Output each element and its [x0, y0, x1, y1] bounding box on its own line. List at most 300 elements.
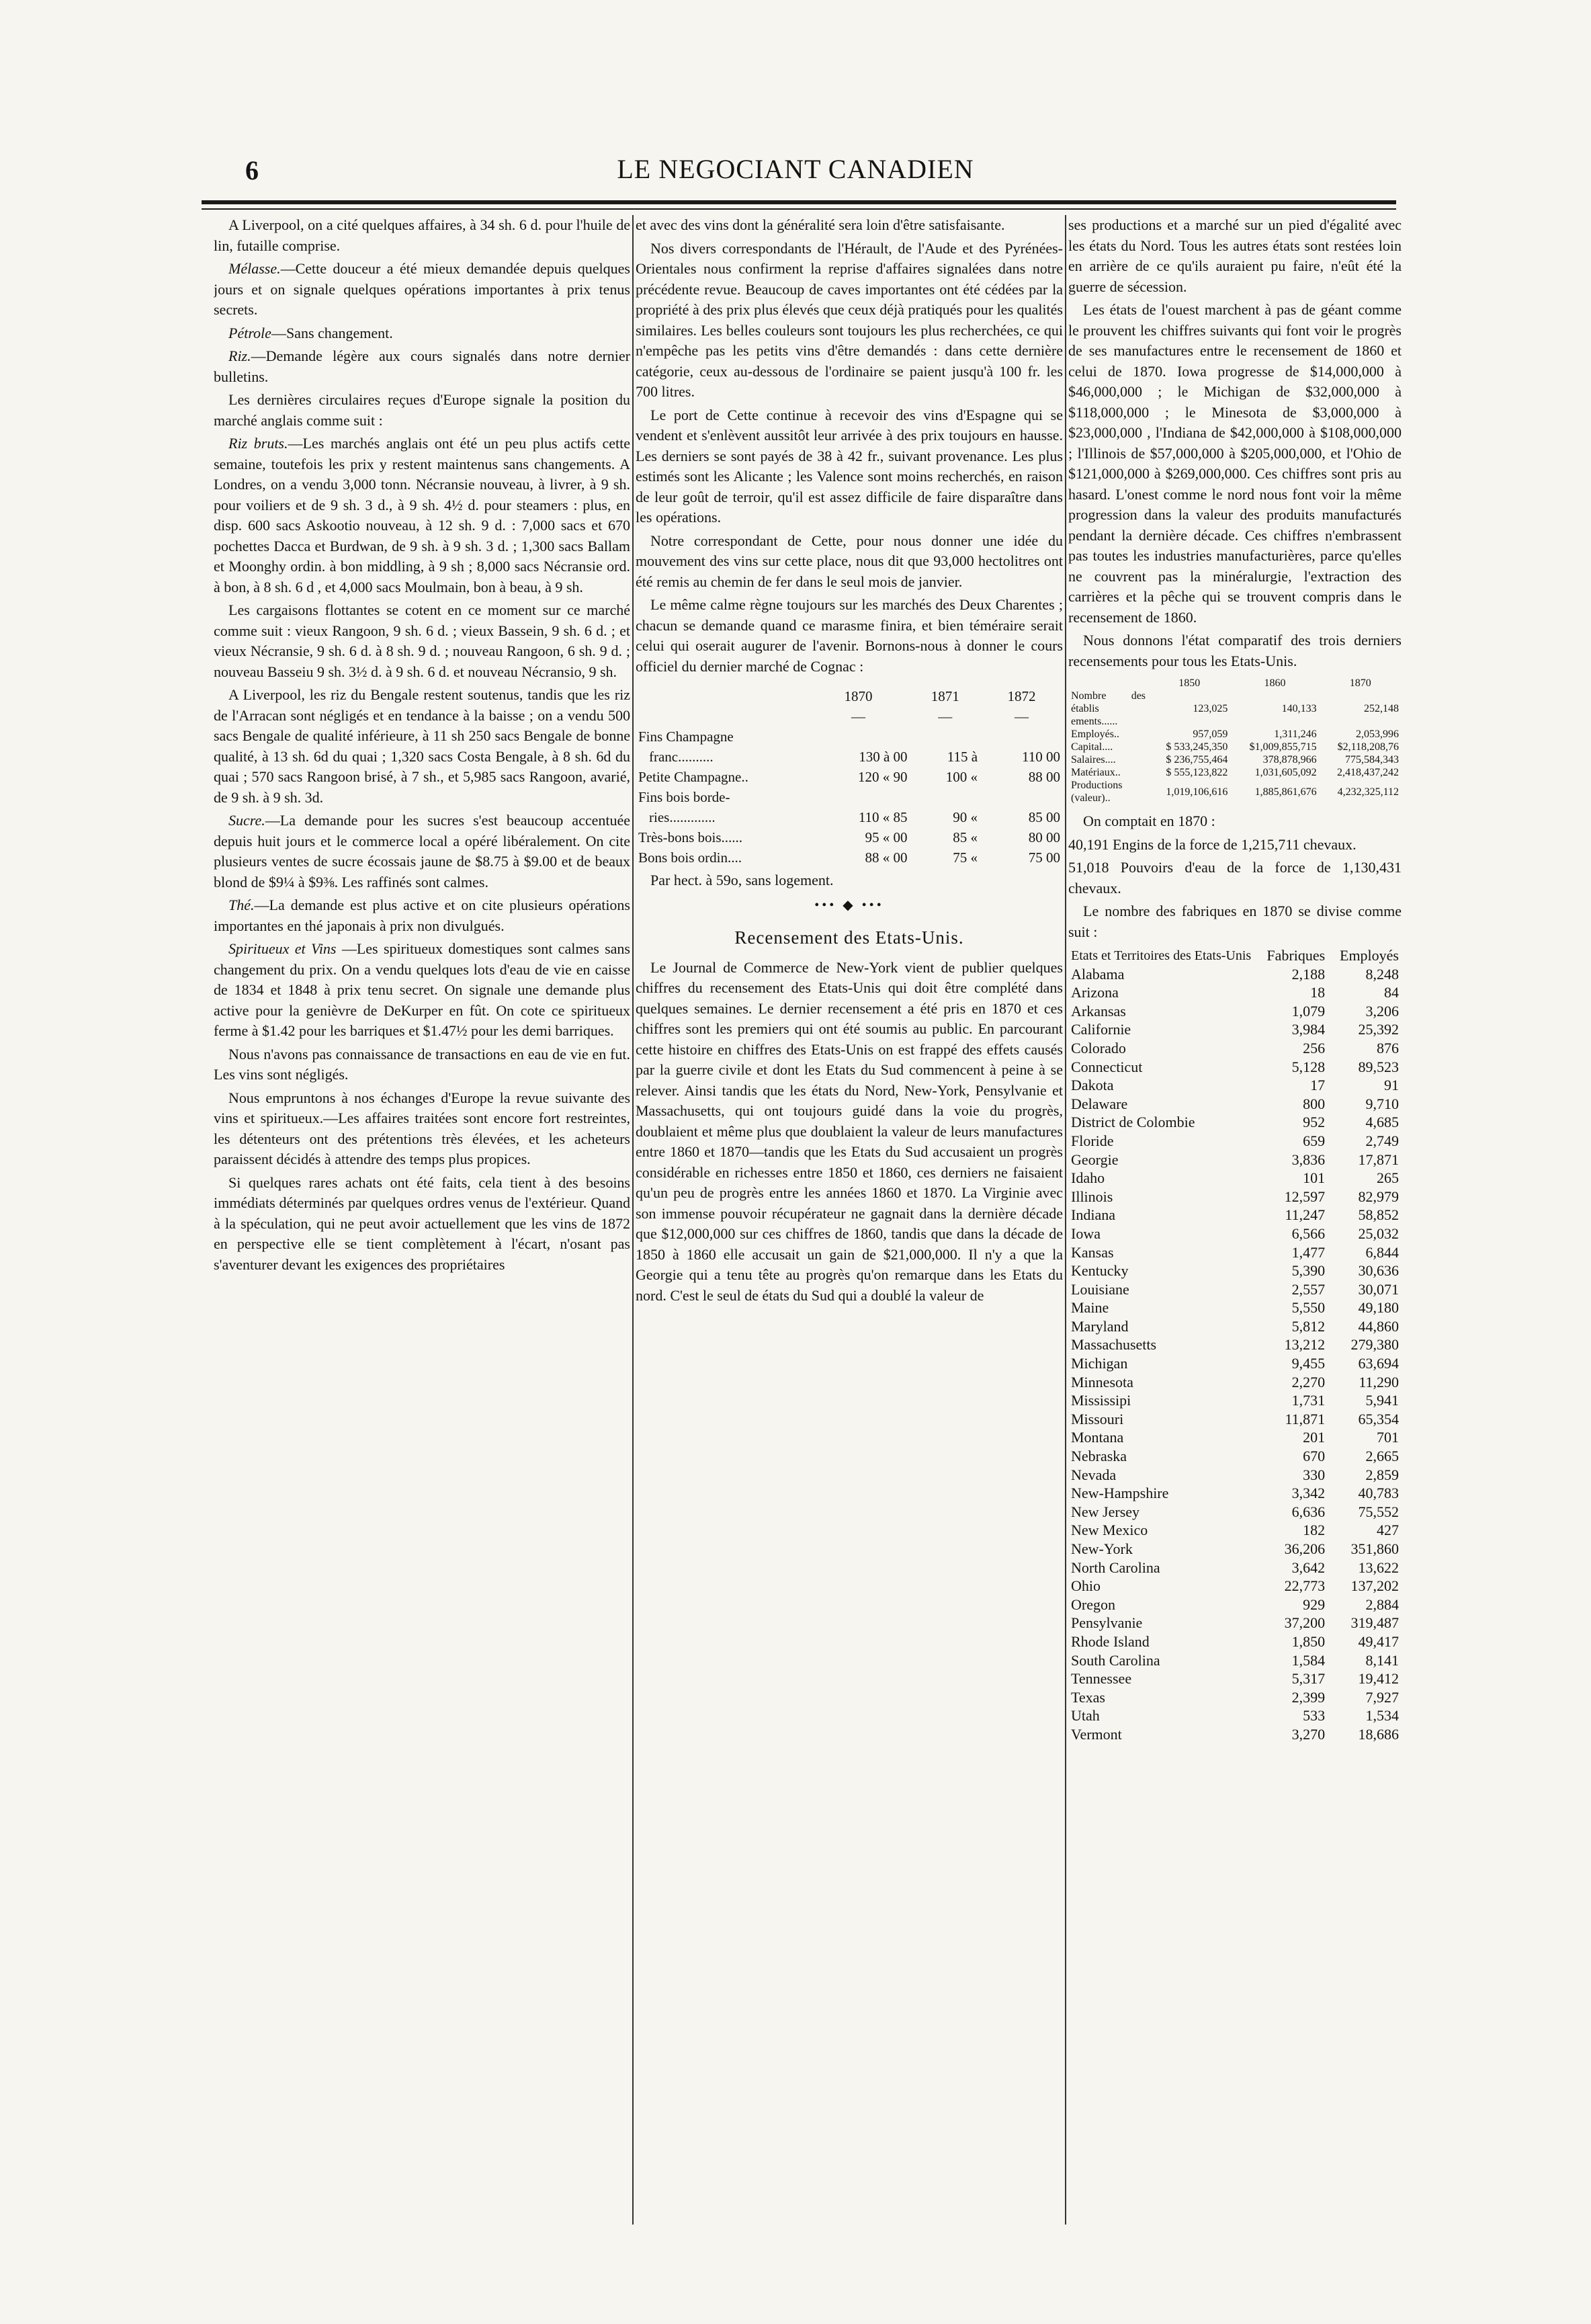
dash: — — [1015, 708, 1029, 724]
employees-count: 351,860 — [1350, 1540, 1399, 1557]
states-factories-table — [1068, 946, 1402, 1744]
factories-count: 2,188 — [1291, 965, 1326, 983]
table-cell: 100 « — [945, 769, 978, 785]
factories-count: 12,597 — [1284, 1188, 1326, 1205]
state-name: Utah — [1071, 1707, 1100, 1725]
table-cell: 85 « — [953, 829, 978, 845]
table-cell: 123,025 — [1193, 703, 1228, 714]
table-cell: $1,009,855,715 — [1249, 741, 1317, 753]
table-row — [1068, 1725, 1402, 1744]
table-row — [1068, 1410, 1402, 1429]
row-label: ries............. — [649, 809, 716, 825]
employees-count: 137,202 — [1350, 1577, 1399, 1595]
paragraph: Si quelques rares achats ont été faits, cela tient à des besoins immédiats déterminés par quelques ordres venus de l'extérieur. Quand à la spéculation, qui ne peut avoir actuellement que les vins de 1872 en perspective elle se tient complètement à l'écart, n'osant pas s'aventurer devant les exigences des propriétaires — [214, 1173, 630, 1273]
running-title: LE NEGOCIANT CANADIEN — [617, 154, 974, 184]
table-row — [1068, 1428, 1402, 1447]
factories-count: 11,247 — [1285, 1206, 1326, 1224]
table-row — [1068, 1354, 1402, 1373]
factories-count: 3,270 — [1291, 1725, 1326, 1743]
table-row — [1068, 1020, 1402, 1039]
factories-count: 1,850 — [1291, 1632, 1326, 1650]
table-cell: 85 00 — [1028, 809, 1060, 825]
table-cell: 110 « 85 — [858, 809, 908, 825]
table-row — [1068, 1632, 1402, 1651]
state-name: Montana — [1071, 1429, 1124, 1446]
factories-count: 1,584 — [1291, 1651, 1326, 1669]
state-name: Arkansas — [1071, 1002, 1126, 1020]
table-row — [1068, 1280, 1402, 1299]
dash: — — [851, 708, 865, 724]
factories-count: 101 — [1303, 1169, 1326, 1187]
factories-count: 18 — [1310, 984, 1326, 1001]
paragraph-text: —La demande pour les sucres s'est beaucoup accentuée depuis huit jours et le commerce local a opéré libéralement. On cite plusieurs ventes de sucre écossais jaune de $8.75 à $9.00 et de beaux blond de $9¼ à $9⅜. Les raffinés sont calmes. — [214, 812, 630, 890]
state-name: Mississipi — [1071, 1392, 1131, 1409]
column-header: Employés — [1340, 947, 1399, 964]
table-row — [1068, 1447, 1402, 1466]
state-name: New-York — [1071, 1540, 1133, 1557]
table-row — [636, 827, 1063, 847]
state-name: Louisiane — [1071, 1280, 1129, 1298]
factories-count: 5,128 — [1291, 1058, 1326, 1075]
state-name: Minnesota — [1071, 1373, 1133, 1391]
state-name: New Mexico — [1071, 1522, 1148, 1539]
factories-count: 11,871 — [1285, 1410, 1326, 1427]
paragraph-text: —Sans changement. — [271, 324, 393, 341]
employees-count: 265 — [1377, 1169, 1399, 1187]
state-name: Kentucky — [1071, 1262, 1129, 1280]
row-label: Matériaux.. — [1071, 767, 1121, 778]
employees-count: 2,884 — [1365, 1595, 1399, 1613]
row-label: Petite Champagne.. — [638, 769, 748, 785]
table-cell: 75 « — [953, 849, 978, 866]
employees-count: 89,523 — [1358, 1058, 1399, 1075]
paragraph: Le nombre des fabriques en 1870 se divise comme suit : — [1068, 903, 1402, 940]
item-label: Thé. — [228, 897, 255, 913]
state-name: Texas — [1071, 1688, 1105, 1706]
employees-count: 11,290 — [1359, 1373, 1399, 1391]
table-header-row — [1068, 946, 1402, 965]
table-cell: 1,031,605,092 — [1254, 767, 1317, 778]
factories-count: 5,550 — [1291, 1299, 1326, 1317]
table-row — [1068, 1651, 1402, 1670]
item-label: Riz. — [228, 347, 251, 364]
column-1 — [214, 215, 630, 2225]
table-row — [1068, 779, 1402, 804]
column-header: 1860 — [1264, 677, 1286, 689]
table-row — [1068, 1002, 1402, 1021]
factories-count: 330 — [1303, 1466, 1326, 1483]
table-row — [1068, 1243, 1402, 1262]
state-name: Kansas — [1071, 1243, 1114, 1261]
factories-count: 929 — [1303, 1595, 1326, 1613]
employees-count: 8,141 — [1365, 1651, 1399, 1669]
table-cell: 90 « — [953, 809, 978, 825]
employees-count: 2,859 — [1365, 1466, 1399, 1483]
page-number: 6 — [245, 155, 259, 185]
column-header: Etats et Territoires des Etats-Unis — [1071, 948, 1252, 963]
state-name: Illinois — [1071, 1188, 1113, 1205]
table-cell: 75 00 — [1028, 849, 1060, 866]
table-row — [1068, 1317, 1402, 1336]
factories-count: 1,477 — [1291, 1243, 1326, 1261]
paragraph: Nos divers correspondants de l'Hérault, de l'Aude et des Pyrénées-Orientales nous confirment la reprise d'affaires signalées dans notre précédente revue. Beaucoup de caves importantes ont été cédées par la propriété à des prix plus élevés que ceux déjà pratiqués pour les qualités similaires. Les belles couleurs sont toujours les plus recherchées, ce qui n'empêche pas les petits vins d'être demandés : dans cette dernière catégorie, ceux au-dessous de l'ordinaire se paient jusqu'à 100 fr. les 700 litres. — [636, 239, 1063, 400]
state-name: Ohio — [1071, 1577, 1101, 1595]
state-name: Georgie — [1071, 1151, 1119, 1168]
table-cell: 88 00 — [1028, 769, 1060, 785]
column-header: 1870 — [844, 688, 873, 704]
row-label: Nombre des établis ements...... — [1071, 690, 1146, 727]
table-cell: 140,133 — [1281, 703, 1317, 714]
table-cell: 95 « 00 — [865, 829, 908, 845]
factories-count: 659 — [1303, 1132, 1326, 1149]
table-row — [1068, 1225, 1402, 1243]
table-row — [1068, 1669, 1402, 1688]
state-name: Maine — [1071, 1299, 1109, 1317]
table-row — [1068, 1151, 1402, 1169]
table-row — [1068, 1076, 1402, 1095]
row-label: Capital.... — [1071, 741, 1113, 753]
table-cell: 110 00 — [1022, 749, 1060, 765]
state-name: Vermont — [1071, 1725, 1122, 1743]
employees-count: 19,412 — [1358, 1670, 1399, 1688]
state-name: Nebraska — [1071, 1448, 1127, 1465]
column-header: 1872 — [1007, 688, 1036, 704]
table-cell: 1,311,246 — [1274, 729, 1317, 740]
paragraph: A Liverpool, les riz du Bengale restent soutenus, tandis que les riz de l'Arracan sont négligés et en tendance à la baisse ; on a vendu 500 sacs Bengale de qualité inférieure, à 11 sh 250 sacs Bengale de bonne qualité, à 13 sh. 6d du quai ; 1,320 sacs Costa Bengale, à 8 sh. 6d du quai ; 570 sacs Rangoon brisé, à 7 sh., et 5,985 sacs Rangoon, avarié, de 9 sh. à 9 sh. 3d. — [214, 686, 630, 806]
table-cell: $ 555,123,822 — [1166, 767, 1228, 778]
table-cell: 252,148 — [1364, 703, 1399, 714]
header-rule-thick — [202, 200, 1396, 204]
table-header-row — [1068, 677, 1402, 690]
state-name: New-Hampshire — [1071, 1485, 1169, 1502]
factories-count: 3,836 — [1291, 1151, 1326, 1168]
factories-count: 5,390 — [1291, 1262, 1326, 1280]
factories-count: 201 — [1303, 1429, 1326, 1446]
state-name: Idaho — [1071, 1169, 1105, 1187]
table-row — [1068, 1484, 1402, 1503]
factories-count: 670 — [1303, 1448, 1326, 1465]
employees-count: 65,354 — [1358, 1410, 1399, 1427]
row-label: Employés.. — [1071, 729, 1119, 740]
row-label: Salaires.... — [1071, 754, 1116, 765]
factories-count: 6,636 — [1291, 1503, 1326, 1520]
table-cell: 88 « 00 — [865, 849, 908, 866]
paragraph: 51,018 Pouvoirs d'eau de la force de 1,130,431 chevaux. — [1068, 859, 1402, 897]
paragraph: et avec des vins dont la généralité sera loin d'être satisfaisante. — [636, 216, 1005, 233]
paragraph: On comptait en 1870 : — [1083, 813, 1215, 829]
factories-count: 22,773 — [1284, 1577, 1326, 1595]
factories-count: 3,342 — [1291, 1485, 1326, 1502]
census-comparison-table — [1068, 677, 1402, 804]
table-cell: 775,584,343 — [1345, 754, 1399, 765]
table-cell: 80 00 — [1028, 829, 1060, 845]
employees-count: 63,694 — [1358, 1355, 1399, 1372]
table-header-row — [636, 686, 1063, 706]
table-row — [1068, 1188, 1402, 1206]
table-cell: $ 236,755,464 — [1166, 754, 1228, 765]
table-dash-row — [636, 706, 1063, 727]
employees-count: 1,534 — [1365, 1707, 1399, 1725]
table-row — [1068, 1466, 1402, 1485]
employees-count: 49,417 — [1358, 1632, 1399, 1650]
paragraph: Nous empruntons à nos échanges d'Europe la revue suivante des vins et spiritueux.—Les affaires traitées sont encore fort restreintes, les détenteurs ont des prétentions très élevées, et les acheteurs paraissent décidés à attendre des temps plus propices. — [214, 1089, 630, 1167]
factories-count: 2,399 — [1291, 1688, 1326, 1706]
column-2 — [636, 215, 1063, 2225]
employees-count: 5,941 — [1365, 1392, 1399, 1409]
factories-count: 5,317 — [1291, 1670, 1326, 1688]
employees-count: 82,979 — [1358, 1188, 1399, 1205]
employees-count: 84 — [1384, 984, 1399, 1001]
employees-count: 427 — [1377, 1522, 1399, 1539]
factories-count: 1,731 — [1291, 1392, 1326, 1409]
table-row — [1068, 1206, 1402, 1225]
item-label: Pétrole — [228, 324, 271, 341]
employees-count: 876 — [1377, 1039, 1399, 1056]
employees-count: 319,487 — [1350, 1614, 1399, 1632]
paragraph — [214, 346, 630, 387]
paragraph: Le même calme règne toujours sur les marchés des Deux Charentes ; chacun se demande quand ce marasme finira, et bien téméraire serait celui qui oserait augurer de l'avenir. Bornons-nous à donner le cours officiel du dernier marché de Cognac : — [636, 596, 1063, 675]
paragraph: Nous donnons l'état comparatif des trois derniers recensements pour tous les Etats-Unis. — [1068, 632, 1402, 669]
factories-count: 6,566 — [1291, 1225, 1326, 1242]
table-row — [1068, 1113, 1402, 1132]
table-row — [1068, 690, 1402, 728]
item-label: Spiritueux et Vins — [228, 940, 337, 957]
table-row — [636, 727, 1063, 747]
item-label: Sucre. — [228, 812, 265, 829]
employees-count: 2,749 — [1365, 1132, 1399, 1149]
table-row — [636, 747, 1063, 767]
table-cell: 957,059 — [1193, 729, 1228, 740]
table-note: Par hect. à 59o, sans logement. — [650, 872, 834, 888]
employees-count: 13,622 — [1358, 1559, 1399, 1576]
paragraph — [214, 259, 630, 321]
factories-count: 37,200 — [1284, 1614, 1326, 1632]
state-name: Michigan — [1071, 1355, 1128, 1372]
paragraph: Les dernières circulaires reçues d'Europe signale la position du marché anglais comme suit : — [214, 391, 630, 429]
table-row — [1068, 741, 1402, 753]
employees-count: 91 — [1384, 1077, 1399, 1094]
state-name: South Carolina — [1071, 1651, 1160, 1669]
state-name: Tennessee — [1071, 1670, 1132, 1688]
factories-count: 2,270 — [1291, 1373, 1326, 1391]
column-header: 1871 — [931, 688, 959, 704]
table-cell: 130 à 00 — [859, 749, 908, 765]
state-name: Indiana — [1071, 1206, 1115, 1224]
state-name: Maryland — [1071, 1317, 1129, 1335]
factories-count: 36,206 — [1284, 1540, 1326, 1557]
paragraph-text: —La demande est plus active et on cite plusieurs opérations importantes en thé japonais à prix non divulgués. — [214, 897, 630, 934]
table-row — [1068, 1261, 1402, 1280]
factories-count: 182 — [1303, 1522, 1326, 1539]
paragraph — [214, 895, 630, 936]
state-name: Connecticut — [1071, 1058, 1143, 1075]
factories-count: 5,812 — [1291, 1317, 1326, 1335]
factories-count: 256 — [1303, 1039, 1326, 1056]
factories-count: 2,557 — [1291, 1280, 1326, 1298]
employees-count: 30,071 — [1358, 1280, 1399, 1298]
employees-count: 279,380 — [1350, 1336, 1399, 1354]
row-label: Très-bons bois...... — [638, 829, 742, 845]
paragraph-text: —Les spiritueux domestiques sont calmes sans changement du prix. On a vendu quelques lots d'eau de vie en caisse de 1834 et 1848 à prix tenu secret. On signale une demande plus active pour la genièvre de DeKurper en fût. On cote ce spiritueux ferme à $1.42 pour les barriques et $1.47½ pour les demi barriques. — [214, 940, 630, 1039]
column-header: Fabriques — [1266, 947, 1326, 964]
table-cell: $ 533,245,350 — [1166, 741, 1228, 753]
table-row — [1068, 1095, 1402, 1114]
table-row — [636, 767, 1063, 787]
state-name: District de Colombie — [1071, 1114, 1195, 1131]
state-name: North Carolina — [1071, 1559, 1160, 1576]
table-row — [1068, 1540, 1402, 1559]
employees-count: 7,927 — [1365, 1688, 1399, 1706]
employees-count: 18,686 — [1358, 1725, 1399, 1743]
factories-count: 952 — [1303, 1114, 1326, 1131]
state-name: Floride — [1071, 1132, 1114, 1149]
employees-count: 40,783 — [1358, 1485, 1399, 1502]
employees-count: 2,665 — [1365, 1448, 1399, 1465]
employees-count: 4,685 — [1365, 1114, 1399, 1131]
table-row — [1068, 1298, 1402, 1317]
state-name: Nevada — [1071, 1466, 1117, 1483]
table-cell: 2,418,437,242 — [1337, 767, 1399, 778]
paragraph: 40,191 Engins de la force de 1,215,711 chevaux. — [1068, 835, 1357, 853]
paragraph: Le port de Cette continue à recevoir des vins d'Espagne qui se vendent et s'enlèvent aussitôt leur arrivée à des prix toujours en hausse. Les derniers se sont payés de 38 à 42 fr., suivant provenance. Les plus estimés sont les Alicante ; les Valence sont moins recherchés, en raison de leur goût de terroir, qu'il est assez difficile de faire disparaître dans les opérations. — [636, 406, 1063, 526]
table-row — [1068, 983, 1402, 1002]
factories-count: 9,455 — [1291, 1355, 1326, 1372]
table-row — [1068, 1595, 1402, 1614]
cognac-price-table — [636, 686, 1063, 868]
paragraph — [214, 433, 630, 597]
table-cell: 120 « 90 — [858, 769, 908, 785]
table-cell: 2,053,996 — [1356, 729, 1399, 740]
factories-count: 800 — [1303, 1095, 1326, 1112]
state-name: Dakota — [1071, 1077, 1114, 1094]
table-cell: $2,118,208,76 — [1337, 741, 1399, 753]
table-row — [1068, 1577, 1402, 1595]
paragraph: ses productions et a marché sur un pied d'égalité avec les états du Nord. Tous les autres états sont restées loin en arrière de ce qu'ils auraient pu faire, n'eût été la guerre de sécession. — [1068, 216, 1402, 295]
table-row — [1068, 1521, 1402, 1540]
dash: — — [938, 708, 953, 724]
table-cell: 1,019,106,616 — [1166, 786, 1228, 798]
paragraph: A Liverpool, on a cité quelques affaires, à 34 sh. 6 d. pour l'huile de lin, futaille comprise. — [214, 216, 630, 254]
state-name: Missouri — [1071, 1410, 1124, 1427]
section-ornament: ••• ◆ ••• — [814, 897, 884, 913]
states-table-body — [1068, 965, 1402, 1744]
employees-count: 30,636 — [1358, 1262, 1399, 1280]
column-divider-1 — [632, 215, 634, 2225]
column-divider-2 — [1065, 215, 1066, 2225]
table-row — [1068, 1688, 1402, 1707]
employees-count: 44,860 — [1358, 1317, 1399, 1335]
table-row — [1068, 1559, 1402, 1577]
header-rule-thin — [202, 208, 1396, 210]
employees-count: 58,852 — [1358, 1206, 1399, 1224]
table-row — [636, 847, 1063, 868]
employees-count: 17,871 — [1358, 1151, 1399, 1168]
state-name: Pensylvanie — [1071, 1614, 1143, 1632]
paragraph-text: —Cette douceur a été mieux demandée depuis quelques jours et on signale quelques opérations importantes à prix tenus secrets. — [214, 260, 630, 318]
employees-count: 25,392 — [1358, 1021, 1399, 1038]
table-row — [1068, 1039, 1402, 1058]
factories-count: 3,642 — [1291, 1559, 1326, 1576]
table-cell: 4,232,325,112 — [1337, 786, 1399, 798]
employees-count: 6,844 — [1365, 1243, 1399, 1261]
employees-count: 8,248 — [1365, 965, 1399, 983]
table-cell: 1,885,861,676 — [1254, 786, 1317, 798]
state-name: Arizona — [1071, 984, 1119, 1001]
paragraph: Nous n'avons pas connaissance de transactions en eau de vie en fut. Les vins sont négligés. — [214, 1045, 630, 1083]
column-header: 1850 — [1178, 677, 1201, 689]
state-name: Delaware — [1071, 1095, 1128, 1112]
paragraph: Les états de l'ouest marchent à pas de géant comme le prouvent les chiffres suivants qui font voir le progrès de ses manufactures entre le recensement de 1860 et celui de 1870. Iowa progresse de $14,000,000 à $46,000,000 ; le Michigan de $32,000,000 à $118,000,000 ; le Minesota de $3,000,000 à $23,000,000 , l'Indiana de $42,000,000 à $108,000,000 ; l'Illinois de $57,000,000 à $205,000,000, et l'Ohio de $121,000,000 à $269,000,000. Ces chiffres sont pris au hasard. L'onest comme le nord nous font voir la même progression dans la valeur des produits manufacturés pendant la dernière décade. Ces chiffres n'embrassent pas toutes les industries manufacturières, parce qu'elles ne couvrent pas la minéralurgie, l'extraction des carrières et la pêche qui se trouvent compris dans le recensement de 1860. — [1068, 301, 1402, 626]
paragraph — [214, 939, 630, 1042]
paragraph: Le Journal de Commerce de New-York vient de publier quelques chiffres du recensement des Etats-Unis qui doit être complété dans quelques semaines. Le dernier recensement a été pris en 1870 et ces chiffres sont les premiers qui ont été soumis au public. En parcourant cette histoire en chiffres des Etats-Unis on est frappé des effets causés par la guerre civile et dont les Etats du Sud commencent à peine à se relever. Ainsi tandis que les états du Nord, New-York, Pensylvanie et Massachusetts, qui ont toujours guidé dans la voie du progrès, doublaient et même plus que doublaient la valeur de leurs manufactures entre 1860 et 1870—tandis que les Etats du Sud accusaient un progrès considérable en richesses entre 1850 et 1860, ces derniers ne faisaient qu'un peu de progrès entre les années 1860 et 1870. La Virginie avec son immense pouvoir récupérateur ne gagnait dans la dernière décade que $12,000,000 sur ces chiffres de 1860, tandis que dans la décade de 1850 à 1860 elle accusait un gain de $21,000,000. Il n'y a que la Georgie qui a tenu tête au progrès qu'on remarque dans les Etats du nord. C'est le seul de états du Sud qui a doublé la valeur de — [636, 958, 1063, 1304]
state-name: Californie — [1071, 1021, 1131, 1038]
state-name: Colorado — [1071, 1039, 1126, 1056]
state-name: Massachusetts — [1071, 1336, 1157, 1354]
table-row — [1068, 1391, 1402, 1410]
employees-count: 25,032 — [1358, 1225, 1399, 1242]
table-row — [1068, 766, 1402, 779]
paragraph: Notre correspondant de Cette, pour nous donner une idée du mouvement des vins sur cette place, nous dit que 93,000 hectolitres ont été remis au chemin de fer dans le seul mois de janvier. — [636, 532, 1063, 590]
factories-count: 533 — [1303, 1707, 1326, 1725]
paragraph-text: —Les marchés anglais ont été un peu plus actifs cette semaine, toutefois les prix y restent maintenus sans changements. A Londres, on a vendu 3,000 tonn. Nécransie nouveau, à livrer, à 9 sh. pour voiliers et de 9 sh. 3 d., à 9 sh. 4½ d. pour steamers : plus, en disp. 600 sacs Askootio nouveau, à 12 sh. 9 d. : 7,000 sacs et 670 pochettes Dacca et Burdwan, de 9 sh. à 9 sh. 3 d. ; 1,300 sacs Ballam et Moonghy ordin. à bon middling, à 9 sh ; 8,000 sacs Nécransie ord. à bon, à 8 sh. 6 d , et 4,000 sacs Moulmain, bon à beau, à 9 sh. — [214, 435, 630, 595]
table-row — [1068, 1058, 1402, 1077]
employees-count: 701 — [1377, 1429, 1399, 1446]
state-name: Iowa — [1071, 1225, 1101, 1242]
factories-count: 17 — [1310, 1077, 1326, 1094]
paragraph-text: —Demande légère aux cours signalés dans notre dernier bulletins. — [214, 347, 630, 385]
table-row — [1068, 1706, 1402, 1725]
row-label: Fins bois borde- — [638, 789, 730, 805]
table-row — [1068, 728, 1402, 741]
row-label: Bons bois ordin.... — [638, 849, 742, 866]
table-row — [1068, 1614, 1402, 1632]
employees-count: 75,552 — [1358, 1503, 1399, 1520]
table-cell: 378,878,966 — [1262, 754, 1317, 765]
table-row — [1068, 1503, 1402, 1522]
employees-count: 9,710 — [1365, 1095, 1399, 1112]
column-header: 1870 — [1349, 677, 1371, 689]
factories-count: 13,212 — [1284, 1336, 1326, 1354]
column-3 — [1068, 215, 1402, 2225]
table-row — [1068, 753, 1402, 766]
table-row — [636, 787, 1063, 807]
table-cell: 115 à — [947, 749, 978, 765]
table-row — [636, 807, 1063, 827]
row-label: franc.......... — [649, 749, 714, 765]
table-row — [1068, 1335, 1402, 1354]
factories-count: 1,079 — [1291, 1002, 1326, 1020]
table-row — [1068, 1373, 1402, 1392]
table-row — [1068, 1132, 1402, 1151]
table-row — [1068, 1169, 1402, 1188]
row-label: Fins Champagne — [638, 729, 734, 745]
factories-count: 3,984 — [1291, 1021, 1326, 1038]
table-row — [1068, 965, 1402, 984]
item-label: Riz bruts. — [228, 435, 288, 452]
row-label: Productions (valeur).. — [1071, 780, 1123, 804]
paragraph — [214, 811, 630, 893]
employees-count: 3,206 — [1365, 1002, 1399, 1020]
state-name: Oregon — [1071, 1595, 1115, 1613]
paragraph: Les cargaisons flottantes se cotent en ce moment sur ce marché comme suit : vieux Rangoon, 9 sh. 6 d. ; vieux Bassein, 9 sh. 6 d. ; et vieux Nécransie, 9 sh. 6 d. à 8 sh. 9 d. ; nouveau Rangoon, 6 sh. 9 d. ; nouveau Basseiu 9 sh. 3½ d. à 9 sh. 6 d. et nouveau Nécransio, 9 sh. — [214, 601, 630, 680]
article-heading: Recensement des Etats-Unis. — [734, 927, 964, 948]
paragraph — [214, 323, 630, 344]
state-name: New Jersey — [1071, 1503, 1140, 1520]
state-name: Alabama — [1071, 965, 1125, 983]
item-label: Mélasse. — [228, 260, 281, 277]
employees-count: 49,180 — [1358, 1299, 1399, 1317]
state-name: Rhode Island — [1071, 1632, 1150, 1650]
